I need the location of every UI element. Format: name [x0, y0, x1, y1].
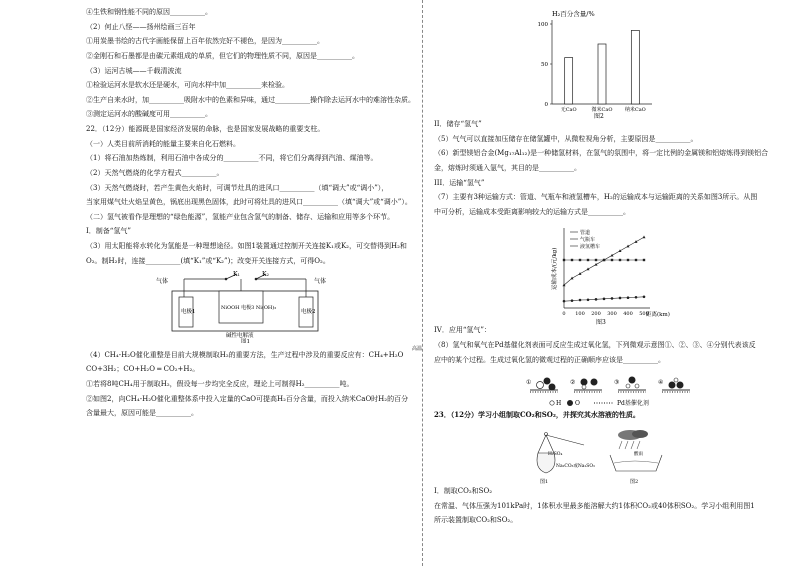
fig3-point: [627, 297, 630, 300]
right-d-line-0: IV．应用“氢气”：: [434, 326, 491, 335]
figure-2-bar-chart: [434, 8, 768, 120]
fig2-caption: 图2: [594, 113, 604, 120]
fig2-category-label: 微米CaO: [591, 107, 613, 113]
fig2-ylabel: H₂百分含量/%: [552, 10, 595, 18]
fig3-point: [587, 268, 590, 271]
right-c-line-1: （5）气气可以直接加压储存在储氢罐中，从微粒视角分析，主要原因是__________。: [434, 134, 698, 143]
step-3-label: ③: [614, 379, 620, 387]
fig3-point: [595, 259, 597, 261]
left-a-line-12: （3）天然气燃烧时，若产生黄色火焰时，可调节灶具的进风口__________（填“调大”或“调小”），: [86, 183, 389, 192]
figure-2: [434, 8, 768, 120]
right-c-line-4: III．运输“氢气”: [434, 178, 485, 187]
fig3-point: [587, 299, 590, 302]
figure-1-svg: [86, 271, 408, 343]
catalyst-diagram-svg: [434, 370, 768, 410]
right-c-line-3: 金，熔炼时须通入氩气，其目的是__________。: [434, 163, 581, 172]
fig3-xtick-label: 100: [575, 311, 585, 318]
left-a-line-13: 当家用煤气灶火焰呈黄色，锅底出现黑色固体，此时可将灶具的进风口__________（填“调大”或“调小”）。: [86, 198, 412, 207]
fig3-point: [563, 259, 565, 261]
left-a-line-17: O₂。制H₂时，连接__________(填“K₁”或“K₂”)；改变开关连接方式，可得O₂。: [86, 256, 330, 265]
q23-fig2-caption: 图2: [630, 478, 639, 485]
fig3-point: [571, 277, 574, 280]
fig1-k2-label: K₂: [262, 271, 269, 279]
left-a-line-11: （2）天然气燃烧的化学方程式__________。: [86, 168, 224, 177]
fig3-point: [643, 236, 646, 239]
left-b-line-3: ②如图2，向CH₄-H₂O催化重整体系中投入定量的CaO可提高H₂百分含量，而投入纳米CaO时H₂的百分: [86, 394, 409, 403]
left-text-block-b: [86, 345, 422, 419]
left-a-line-7: ③测定运河水的酸碱度可用__________。: [86, 110, 212, 119]
right-c-line-0: II．储存“氢气”: [434, 120, 482, 128]
fig3-point: [563, 300, 566, 303]
q23-acid-rain-label: 酸雨: [634, 451, 643, 457]
q23-figures-svg: [434, 425, 768, 487]
fig3-point: [603, 298, 606, 301]
fig2-bar: [631, 30, 639, 104]
fig3-point: [611, 259, 613, 261]
fig2-ytick-label: 50: [541, 62, 548, 68]
left-column: [86, 8, 422, 424]
step-4-label: ④: [658, 379, 664, 387]
fig3-legend-label: 液氢槽车: [580, 244, 601, 251]
fig3-point: [579, 259, 581, 261]
fig3-point: [587, 259, 589, 261]
q23-reagent-1: H₂SO₄: [548, 451, 563, 457]
fig1-k1-label: K₁: [233, 271, 240, 279]
right-text-block-c: [434, 120, 768, 217]
fig1-gas-left: 气体: [156, 278, 169, 286]
catalyst-diagram: [434, 370, 768, 410]
figure-3: [434, 222, 768, 326]
fig1-electrode3-label: NiOOH 电极3 Ni(OH)₂: [221, 305, 277, 312]
fig3-point: [611, 297, 614, 300]
q23-figures: [434, 425, 768, 487]
left-a-line-16: （3）用太阳能将水转化为氢能是一种理想途径。如图1装置通过控制开关连接K₁或K₂，可交替得到H₂和: [86, 242, 407, 250]
left-b-line-2: ①若将8吨CH₄用于制取H₂，假设每一步均完全反应，理论上可制得H₂__________吨。: [86, 379, 354, 388]
fig3-xtick-label: 0: [562, 311, 566, 318]
left-text-block-a: [86, 8, 415, 266]
fig3-point: [611, 254, 614, 257]
fig3-xlabel: 距离(km): [646, 312, 670, 319]
fig3-point: [619, 259, 621, 261]
fig3-point: [571, 300, 574, 303]
left-a-line-3: ②金刚石和石墨都是由碳元素组成的单质，但它们的物理性质不同，原因是__________。: [86, 51, 359, 60]
q23-fig1-caption: 图1: [540, 478, 549, 485]
fig3-point: [619, 250, 622, 253]
right-c-line-6: 中可分析，运输成本受距离影响较大的运输方式是__________。: [434, 207, 630, 216]
right-e-line-1: 在常温、气体压强为101kPa时，1体积水里最多能溶解大约1体积CO₂或40体积SO₂。学习小组利用图1: [434, 501, 755, 510]
q23-reagent-2: Na₂CO₃或Na₂SO₃: [556, 463, 595, 469]
left-a-line-2: ①用炭墨书绘的古代字画能保留上百年依然完好不褪色，是因为__________。: [86, 37, 324, 46]
left-a-line-1: （2）何止八怪——扬州绘画三百年: [86, 22, 196, 31]
right-e-line-2: 所示装置制取CO₂和SO₂。: [434, 516, 518, 525]
right-d-line-2: 应中的某个过程。生成过氧化氢的微观过程的正确顺序应该是__________。: [434, 355, 665, 364]
fig3-point: [571, 259, 573, 261]
fig2-ytick-label: 100: [537, 22, 548, 28]
left-a-line-14: （二）氢气被看作是理想的“绿色能源”，氢能产业包含氢气的制备、储存、运输和应用等多个环节。: [86, 212, 395, 221]
fig3-point: [627, 259, 629, 261]
fig3-point: [643, 296, 646, 299]
step-1-label: ①: [526, 379, 532, 387]
left-a-line-4: （3）运河古城——千载清波流: [86, 66, 182, 75]
fig3-point: [635, 296, 638, 299]
fig3-xtick-label: 300: [607, 311, 617, 318]
figure-1: [86, 271, 408, 346]
column-divider: [422, 0, 423, 566]
reaction-condition-high-temp: 高温: [411, 345, 422, 352]
fig3-point: [579, 272, 582, 275]
fig3-point: [635, 259, 637, 261]
fig1-electrolyte-label: 碱性电解液: [226, 333, 254, 340]
right-c-line-5: （7）主要有3种运输方式：管道、气瓶车和液氢槽车，H₂的运输成本与运输距离的关系如图3所示。从图: [434, 193, 758, 202]
fig3-point: [643, 259, 645, 261]
fig3-ylabel: 运输成本/(元/kg): [552, 248, 558, 291]
right-column: [434, 8, 768, 531]
fig3-xtick-label: 200: [591, 311, 601, 318]
left-a-line-10: （1）将石油加热炼制，利用石油中各成分的__________不同，将它们分离得到汽油、煤油等。: [86, 154, 378, 163]
right-c-line-2: （6）新型镁铝合金(Mg₁₇Al₁₂)是一种储氢材料，在氢气的氛围中，将一定比例的金属镁和铝熔炼得到镁铝合: [434, 149, 769, 158]
fig3-point: [603, 259, 605, 261]
fig2-category-label: 无CaO: [560, 107, 577, 113]
fig3-point: [619, 297, 622, 300]
left-a-line-5: ①检验运河水是软水还是硬水，可向水样中加__________来检验。: [86, 81, 289, 90]
fig1-electrode1-label: 电极1: [181, 309, 196, 316]
fig2-bar: [565, 58, 573, 104]
fig1-caption: 图1: [241, 339, 250, 344]
fig2-category-label: 纳米CaO: [624, 107, 646, 113]
fig3-point: [627, 245, 630, 248]
left-a-line-8: 22．（12分）能源既是国家经济发展的命脉，也是国家发展战略的重要支柱。: [86, 125, 325, 133]
right-text-block-d: [434, 326, 768, 365]
legend-h: H: [556, 400, 562, 408]
fig3-point: [635, 240, 638, 243]
fig2-bar: [598, 44, 606, 104]
fig3-point: [595, 298, 598, 301]
left-a-line-6: ②生产自来水时，加__________吸附水中的色素和异味，通过__________操作除去运河水中的难溶性杂质。: [86, 95, 415, 104]
legend-pd: Pd基催化剂: [617, 400, 649, 408]
fig3-point: [579, 299, 582, 302]
left-b-line-0: （4）CH₄-H₂O催化重整是目前大规模制取H₂的重要方法，生产过程中涉及的重要反应有：CH₄+H₂O 高温: [86, 345, 422, 359]
figure-3-line-chart: [434, 222, 768, 326]
right-text-block-e: [434, 487, 768, 526]
left-a-line-0: ④生铁和钢性能不同的原因__________。: [86, 8, 212, 16]
right-e-line-0: I．制取CO₂和SO₂: [434, 486, 493, 495]
fig3-caption: 图3: [596, 319, 606, 327]
legend-o: O: [575, 400, 580, 408]
fig3-legend-label: 气瓶车: [580, 237, 596, 244]
question-23-title: 23．（12分）学习小组制取CO₂和SO₂，并探究其水溶液的性质。: [434, 410, 640, 420]
right-d-line-1: （8）氢气和氧气在Pd基催化剂表面可反应生成过氧化氢，下列微观示意图①、②、③、④分别代表该反: [434, 341, 756, 349]
fig1-gas-right: 气体: [314, 278, 327, 286]
fig3-legend-label: 管道: [580, 230, 591, 237]
left-a-line-9: （一）人类目前所消耗的能量主要来自化石燃料。: [86, 139, 240, 148]
left-b-line-1: CO+3H₂；CO+H₂O ═ CO₂+H₂。: [86, 365, 200, 374]
fig2-ytick-label: 0: [544, 102, 548, 108]
fig3-point: [595, 263, 598, 266]
left-b-line-4: 含量最大，原因可能是__________。: [86, 409, 198, 418]
fig1-electrode2-label: 电极2: [301, 309, 316, 316]
step-2-label: ②: [570, 379, 576, 387]
fig3-xtick-label: 500: [639, 311, 649, 318]
left-a-line-15: I．制备“氢气”: [86, 227, 131, 236]
fig3-xtick-label: 400: [623, 311, 633, 318]
